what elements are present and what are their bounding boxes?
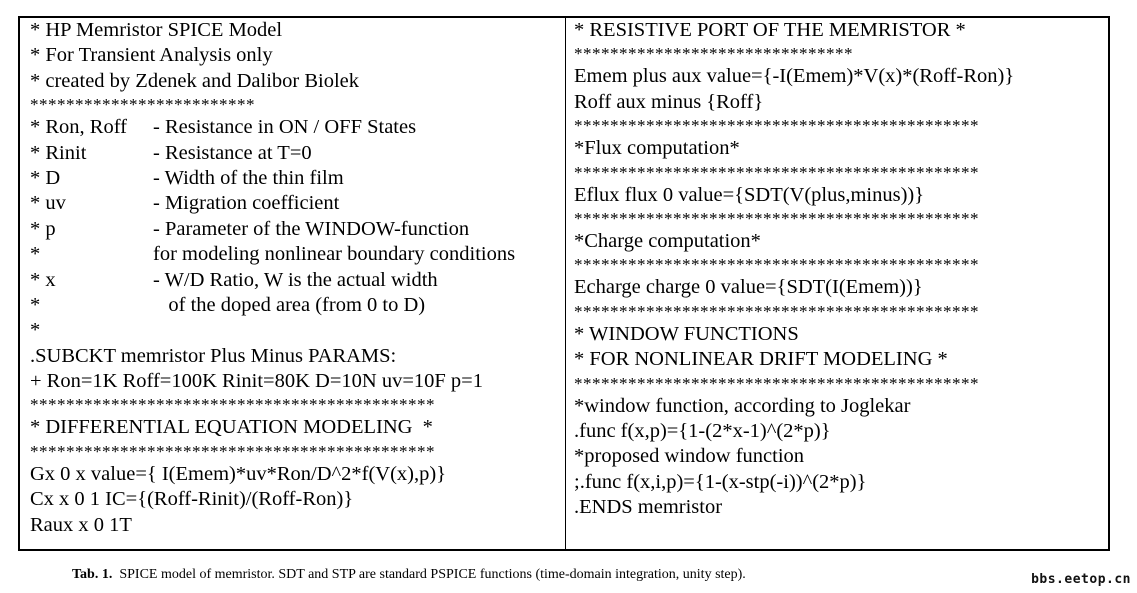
parameter-description: of the doped area (from 0 to D) (153, 293, 426, 316)
code-line: Cx x 0 1 IC={(Roff-Rinit)/(Roff-Ron)} (30, 488, 354, 511)
parameter-row (30, 141, 565, 166)
table-caption (72, 567, 746, 583)
code-line: Gx 0 x value={ I(Emem)*uv*Ron/D^2*f(V(x),p)} (30, 462, 447, 485)
code-line: * FOR NONLINEAR DRIFT MODELING * (574, 348, 948, 371)
parameter-name: * (30, 243, 41, 266)
parameter-name: * x (30, 268, 56, 291)
parameter-name: * uv (30, 192, 66, 215)
caption-text: SPICE model of memristor. SDT and STP are standard PSPICE functions (time-domain integration, unity step). (112, 567, 746, 582)
parameter-description: - W/D Ratio, W is the actual width (153, 268, 438, 291)
parameter-row (30, 293, 565, 318)
separator-line: ********************************************* (30, 441, 435, 461)
separator-line: ******************************* (574, 44, 853, 64)
parameter-row (30, 115, 565, 140)
parameter-description: - Width of the thin film (153, 166, 344, 189)
code-line: ;.func f(x,i,p)={1-(x-stp(-i))^(2*p)} (574, 470, 867, 493)
code-line: *Charge computation* (574, 229, 761, 252)
code-line: *window function, according to Joglekar (574, 394, 911, 417)
code-line: Roff aux minus {Roff} (574, 90, 764, 113)
separator-line: ********************************************* (574, 373, 979, 393)
right-column (566, 18, 1108, 549)
code-line: Raux x 0 1T (30, 513, 132, 536)
parameter-description: - Resistance at T=0 (153, 141, 312, 164)
spice-table (18, 16, 1110, 551)
code-line: * RESISTIVE PORT OF THE MEMRISTOR * (574, 19, 966, 41)
code-line: *Flux computation* (574, 137, 740, 160)
code-line: * created by Zdenek and Dalibor Biolek (30, 69, 360, 92)
parameter-name: * D (30, 166, 61, 189)
caption-label: Tab. 1. (72, 567, 113, 582)
parameter-description: - Parameter of the WINDOW-function (153, 217, 470, 240)
code-line: .ENDS memristor (574, 496, 723, 519)
parameter-description: for modeling nonlinear boundary conditions (153, 243, 516, 266)
parameter-description: - Resistance in ON / OFF States (153, 116, 417, 139)
separator-line: ********************************************* (574, 208, 979, 228)
left-column (20, 18, 566, 549)
code-line: *proposed window function (574, 445, 805, 468)
code-line: .func f(x,p)={1-(2*x-1)^(2*p)} (574, 419, 831, 442)
separator-line: ************************* (30, 95, 255, 115)
code-line: .SUBCKT memristor Plus Minus PARAMS: (30, 344, 397, 367)
code-line: * (30, 319, 41, 342)
parameter-name: * Rinit (30, 141, 87, 164)
code-line: Emem plus aux value={-I(Emem)*V(x)*(Roff-Ron)} (574, 65, 1015, 88)
parameter-row (30, 242, 565, 267)
separator-line: ********************************************* (30, 395, 435, 415)
parameter-row (30, 268, 565, 293)
code-line: * HP Memristor SPICE Model (30, 19, 283, 41)
watermark-text: bbs.eetop.cn (1031, 572, 1131, 587)
code-line: * DIFFERENTIAL EQUATION MODELING * (30, 416, 433, 439)
parameter-row (30, 166, 565, 191)
separator-line: ********************************************* (574, 255, 979, 275)
separator-line: ********************************************* (574, 301, 979, 321)
code-line: Echarge charge 0 value={SDT(I(Emem))} (574, 276, 923, 299)
parameter-row (30, 217, 565, 242)
parameter-name: * (30, 293, 41, 316)
code-line: * For Transient Analysis only (30, 44, 273, 67)
code-line: * WINDOW FUNCTIONS (574, 322, 799, 345)
parameter-name: * p (30, 217, 56, 240)
parameter-description: - Migration coefficient (153, 192, 340, 215)
code-line: Eflux flux 0 value={SDT(V(plus,minus))} (574, 183, 925, 206)
separator-line: ********************************************* (574, 162, 979, 182)
code-line: + Ron=1K Roff=100K Rinit=80K D=10N uv=10F p=1 (30, 370, 483, 393)
parameter-row (30, 191, 565, 216)
parameter-name: * Ron, Roff (30, 116, 128, 139)
separator-line: ********************************************* (574, 116, 979, 136)
